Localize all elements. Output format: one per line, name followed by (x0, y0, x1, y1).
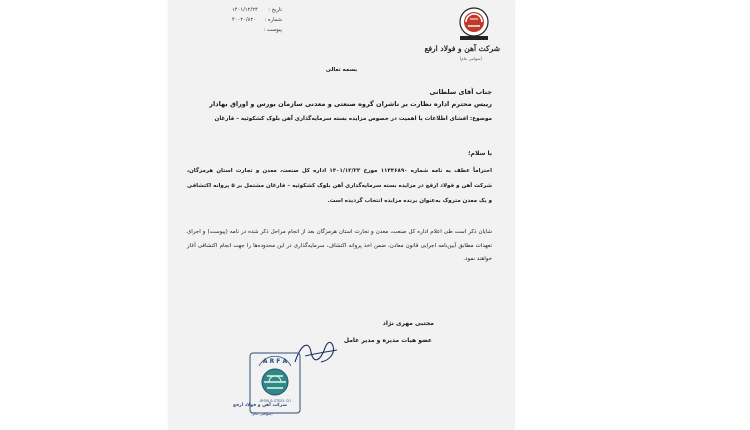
company-sub: (سهامی عام) (459, 56, 482, 61)
addressee-title: رییس محترم اداره نظارت بر ناشران گروه صنعتی و معدنی سازمان بورس و اوراق بهادار (209, 100, 492, 108)
stamp-company-name: شرکت آهن و فولاد ارفع (233, 403, 287, 408)
date-value: ۱۴۰۱/۱۲/۲۴ (232, 7, 258, 13)
number-row (232, 15, 282, 25)
letter-meta (232, 5, 282, 35)
company-name: شرکت آهن و فولاد ارفع (424, 44, 500, 53)
svg-text:IRON & STEEL CO.: IRON & STEEL CO. (259, 399, 291, 403)
number-value: ۴۰۰۲۰/۸۲۰ (232, 17, 257, 23)
date-label: تاریخ : (268, 7, 282, 13)
addressee (209, 86, 492, 110)
attachment-row (232, 25, 282, 35)
body-paragraph-1: احتراماً عطف به نامه شماره ۱۱۴۴۶۸۹۰ مورخ ۱۴۰۱/۱۲/۲۳ اداره کل صنعت، معدن و تجارت استان هرمزگان، شرکت آهن و فولاد ارفع در مزایده بسته سرمایه‌گذاری آهن بلوک کشکوئیه – فارغان مشتمل بر ۵ پروانه اکتشافی و یک معدن متروک به‌عنوان برنده مزایده انتخاب گردیده است. (187, 168, 492, 204)
stamp-company-sub: (سهامی عام) (251, 411, 273, 416)
date-row (232, 5, 282, 15)
addressee-name: جناب آقای سلطانی (429, 88, 492, 96)
bismillah: بسمه تعالی (325, 67, 358, 73)
subject-line: موضوع: افشای اطلاعات با اهمیت در خصوص مزایده بسته سرمایه‌گذاری آهن بلوک کشکوئیه – فارغان (214, 116, 492, 122)
signatory-name: مجتبی مهری نژاد (382, 320, 434, 327)
number-label: شماره : (264, 17, 282, 23)
letter-page (169, 0, 514, 430)
svg-text:A R F A: A R F A (262, 358, 288, 365)
attachment-label: پیوست : (263, 27, 282, 33)
body-paragraph-2: شایان ذکر است طی اعلام اداره کل صنعت، معدن و تجارت استان هرمزگان بعد از انجام مراحل ذکر شده در نامه (پیوست) و اجرای تعهدات مطابق آیین‌نامه اجرایی قانون معادن، ضمن اخذ پروانه اکتشاف، سرمایه‌گذاری در این محدوده‌ها را جهت انجام اکتشافی آغاز خواهند نمود. (187, 229, 492, 262)
signatory-title: عضو هیات مدیره و مدیر عامل (343, 337, 432, 344)
greeting: با سلام؛ (468, 150, 492, 157)
arfa-logo-icon (444, 6, 496, 46)
company-logo (424, 6, 500, 66)
